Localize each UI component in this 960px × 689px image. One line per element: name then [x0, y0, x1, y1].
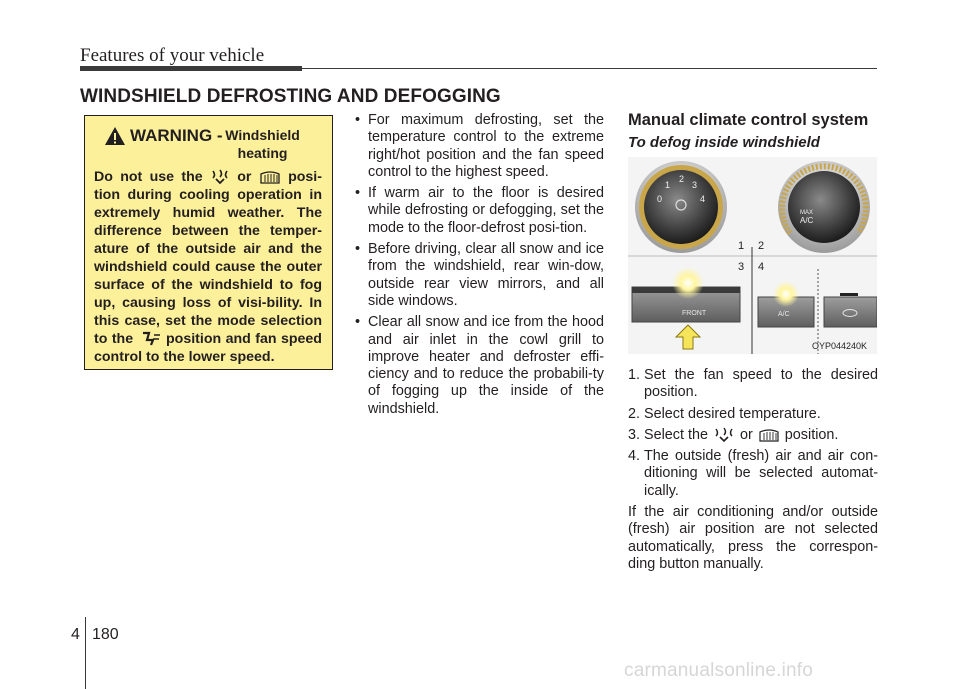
warning-triangle-icon — [104, 126, 126, 146]
defog-subtitle: To defog inside windshield — [628, 134, 820, 151]
step-3-text-a: Select the — [644, 426, 708, 443]
tip-item-2: • If warm air to the floor is desired while defrosting or defogging, set the mode to the floor-defrost posi-tion. — [354, 185, 604, 237]
step-3-or: or — [740, 426, 753, 443]
step-2-text: Select desired temperature. — [644, 405, 821, 422]
warning-subtitle: Windshield heating — [225, 127, 300, 161]
defog-steps — [628, 367, 878, 573]
fan-knob-number-1: 1 — [665, 180, 671, 190]
fan-knob-number-3: 3 — [692, 180, 698, 190]
chapter-number: 4 — [71, 626, 80, 643]
step-1-text: Set the fan speed to the desired position. — [644, 367, 878, 401]
defrost-icon — [259, 169, 281, 185]
defrost-icon — [757, 427, 781, 443]
fan-knob-number-4: 4 — [700, 194, 706, 204]
fan-knob-number-2: 2 — [679, 174, 685, 184]
running-header: Features of your vehicle — [80, 45, 265, 66]
control-panel-figure — [628, 157, 877, 354]
tips-list — [354, 112, 604, 422]
step-4-text: The outside (fresh) air and air con-ditioning will be selected automat-ically. — [644, 448, 878, 499]
manual-climate-title: Manual climate control system — [628, 111, 869, 129]
fan-knob-number-0: 0 — [657, 194, 663, 204]
tip-item-3: • Before driving, clear all snow and ice from the windshield, rear win-dow, outside rear view mirrors, and all side windows. — [354, 241, 604, 310]
header-bar — [80, 66, 302, 71]
step-3-number: 3. — [628, 426, 641, 443]
warning-text-part-1: Do not use the — [94, 169, 203, 185]
step-1-number: 1. — [628, 367, 641, 383]
header-rule — [302, 68, 877, 69]
step-3 — [628, 427, 878, 444]
section-title: WINDSHIELD DEFROSTING AND DEFOGGING — [80, 86, 501, 107]
figure-label-4: 4 — [758, 261, 765, 273]
warning-text — [94, 168, 322, 366]
manual-note: If the air conditioning and/or outside (fresh) air position are not selected automatically, press the correspon-ding button manually. — [628, 504, 878, 572]
figure-label-3: 3 — [738, 261, 745, 273]
front-defrost-label: FRONT — [682, 310, 707, 317]
warning-header — [94, 126, 322, 162]
watermark: carmanualsonline.info — [624, 660, 814, 681]
step-1 — [628, 367, 878, 402]
control-panel-illustration — [628, 157, 877, 354]
ac-knob-label: A/C — [800, 216, 814, 225]
step-2-number: 2. — [628, 405, 641, 422]
warning-text-part-3: position and fan speed control to the lower speed. — [94, 331, 322, 365]
step-2 — [628, 406, 878, 423]
warning-label: WARNING - — [130, 126, 223, 145]
figure-label-2: 2 — [758, 240, 765, 252]
warning-box — [84, 115, 333, 370]
tip-item-1: • For maximum defrosting, set the temperature control to the extreme right/hot position and the fan speed control to the highest speed. — [354, 112, 604, 181]
step-4 — [628, 448, 878, 500]
step-4-number: 4. — [628, 448, 641, 465]
floor-defrost-icon — [210, 169, 230, 185]
tip-item-4: • Clear all snow and ice from the hood and air inlet in the cowl grill to improve heater and defroster effi-ciency and to reduce the probabili-ty of fogging up the inside of the windshield. — [354, 314, 604, 418]
floor-defrost-icon — [712, 427, 736, 443]
floor-vent-icon — [138, 331, 162, 347]
ac-button-label: A/C — [778, 311, 790, 318]
warning-text-part-2: posi-tion during cooling operation in extremely humid weather. The difference between the temper-ature of the outside air and the windshield could cause the outer surface of the windshield to fog up, causing loss of visi-bility. In this case, set the mode selection to the — [94, 169, 322, 347]
max-label: MAX — [800, 210, 814, 216]
figure-label-1: 1 — [738, 240, 745, 252]
warning-text-or: or — [237, 169, 252, 185]
figure-code: OYP044240K — [812, 341, 868, 351]
step-3-text-b: position. — [784, 426, 839, 443]
page-number: 180 — [92, 626, 119, 643]
footer-divider — [85, 617, 86, 689]
